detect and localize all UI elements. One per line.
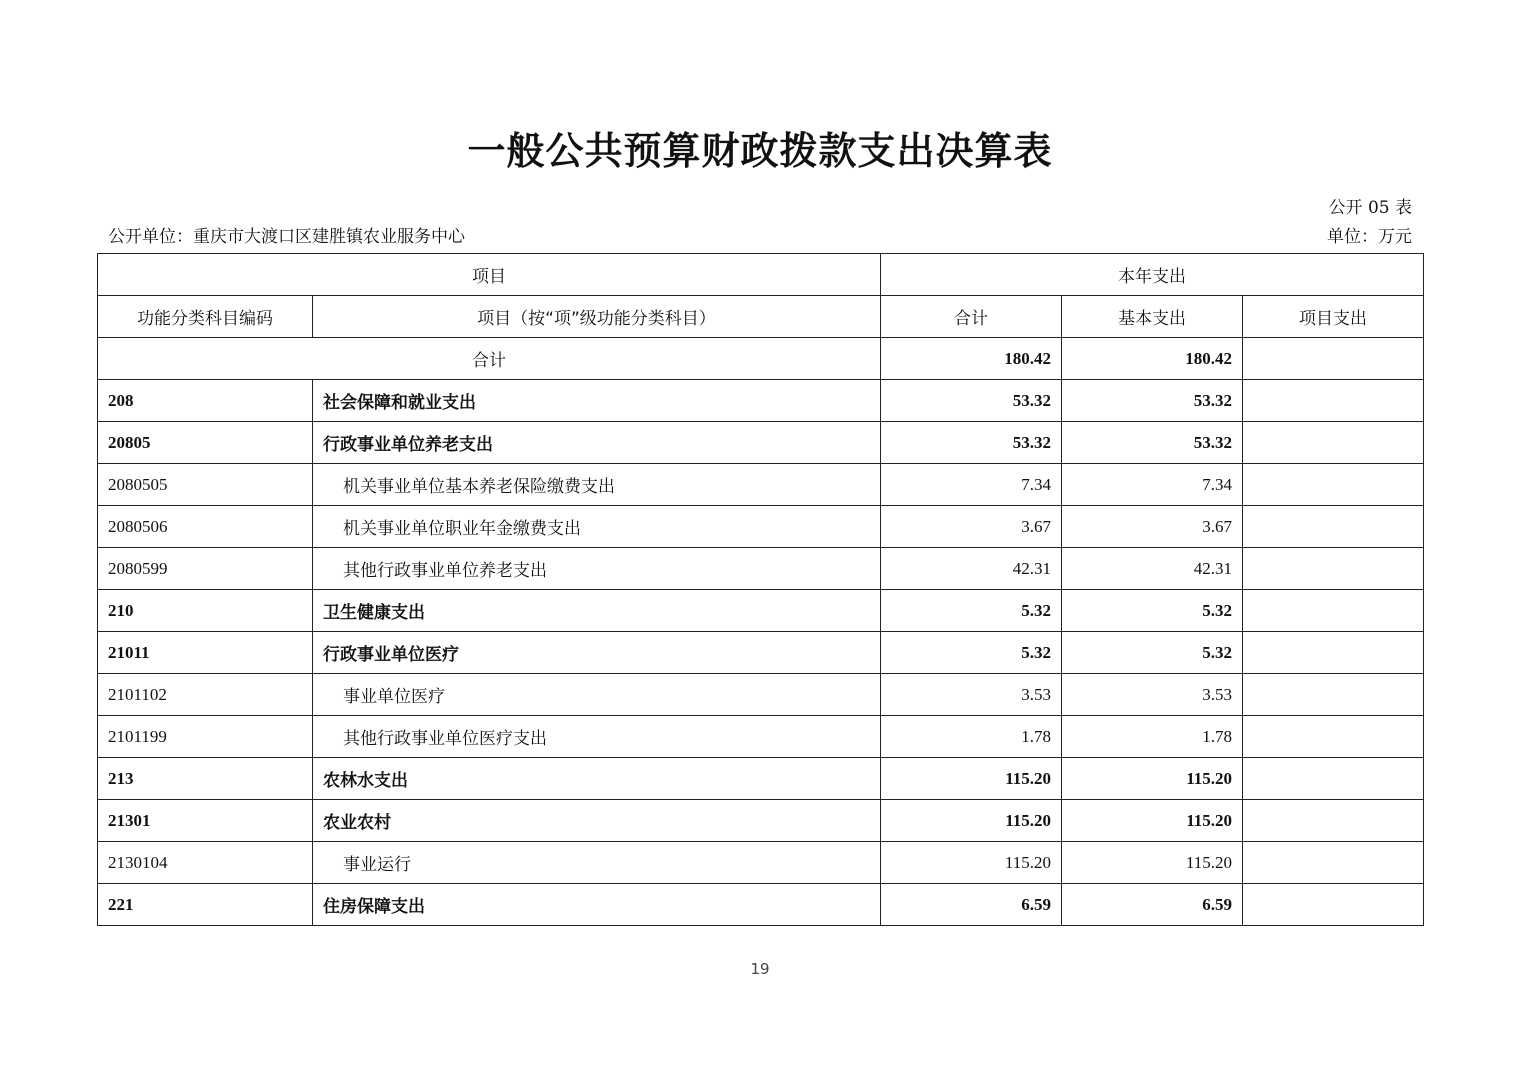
row-total: 53.32 <box>881 422 1062 464</box>
table-row <box>98 758 1424 800</box>
row-code: 20805 <box>98 422 313 464</box>
table-row <box>98 380 1424 422</box>
table-row <box>98 716 1424 758</box>
row-basic: 1.78 <box>1062 716 1243 758</box>
row-total: 3.67 <box>881 506 1062 548</box>
row-project <box>1243 506 1424 548</box>
total-total: 180.42 <box>881 338 1062 380</box>
table-tag: 公开 05 表 <box>1328 198 1412 218</box>
header-basic: 基本支出 <box>1062 296 1243 338</box>
row-total: 42.31 <box>881 548 1062 590</box>
row-project <box>1243 548 1424 590</box>
row-basic: 7.34 <box>1062 464 1243 506</box>
expenditure-table <box>97 253 1424 926</box>
row-basic: 6.59 <box>1062 884 1243 926</box>
row-name: 行政事业单位养老支出 <box>313 422 881 464</box>
row-code: 2130104 <box>98 842 313 884</box>
row-basic: 115.20 <box>1062 800 1243 842</box>
row-total: 1.78 <box>881 716 1062 758</box>
row-name: 行政事业单位医疗 <box>313 632 881 674</box>
row-basic: 5.32 <box>1062 590 1243 632</box>
row-code: 208 <box>98 380 313 422</box>
total-project <box>1243 338 1424 380</box>
row-code: 21011 <box>98 632 313 674</box>
row-total: 53.32 <box>881 380 1062 422</box>
table-row <box>98 674 1424 716</box>
row-total: 3.53 <box>881 674 1062 716</box>
row-code: 2080505 <box>98 464 313 506</box>
row-name: 事业单位医疗 <box>313 674 881 716</box>
row-total: 6.59 <box>881 884 1062 926</box>
row-code: 2080599 <box>98 548 313 590</box>
row-basic: 115.20 <box>1062 758 1243 800</box>
header-row-1 <box>98 254 1424 296</box>
row-project <box>1243 674 1424 716</box>
table-row <box>98 464 1424 506</box>
row-basic: 53.32 <box>1062 380 1243 422</box>
table-row <box>98 590 1424 632</box>
row-total: 5.32 <box>881 632 1062 674</box>
total-row <box>98 338 1424 380</box>
currency-unit: 单位：万元 <box>1327 227 1412 247</box>
row-basic: 3.53 <box>1062 674 1243 716</box>
header-item: 项目 <box>98 254 881 296</box>
row-code: 213 <box>98 758 313 800</box>
row-name: 社会保障和就业支出 <box>313 380 881 422</box>
row-project <box>1243 590 1424 632</box>
row-project <box>1243 422 1424 464</box>
row-basic: 3.67 <box>1062 506 1243 548</box>
reporting-unit: 公开单位：重庆市大渡口区建胜镇农业服务中心 <box>108 227 465 247</box>
row-name: 机关事业单位职业年金缴费支出 <box>313 506 881 548</box>
header-row-2 <box>98 296 1424 338</box>
row-name: 农林水支出 <box>313 758 881 800</box>
row-total: 115.20 <box>881 842 1062 884</box>
table-row <box>98 422 1424 464</box>
row-project <box>1243 842 1424 884</box>
table-row <box>98 548 1424 590</box>
row-code: 221 <box>98 884 313 926</box>
row-basic: 53.32 <box>1062 422 1243 464</box>
row-code: 21301 <box>98 800 313 842</box>
row-name: 其他行政事业单位医疗支出 <box>313 716 881 758</box>
row-code: 2101102 <box>98 674 313 716</box>
header-name: 项目（按“项”级功能分类科目） <box>313 296 881 338</box>
row-basic: 42.31 <box>1062 548 1243 590</box>
row-code: 210 <box>98 590 313 632</box>
row-name: 机关事业单位基本养老保险缴费支出 <box>313 464 881 506</box>
table-row <box>98 884 1424 926</box>
table-row <box>98 842 1424 884</box>
row-total: 5.32 <box>881 590 1062 632</box>
table-row <box>98 632 1424 674</box>
row-total: 7.34 <box>881 464 1062 506</box>
page-title: 一般公共预算财政拨款支出决算表 <box>467 129 1053 173</box>
row-code: 2080506 <box>98 506 313 548</box>
row-project <box>1243 800 1424 842</box>
header-code: 功能分类科目编码 <box>98 296 313 338</box>
row-total: 115.20 <box>881 758 1062 800</box>
row-project <box>1243 632 1424 674</box>
total-basic: 180.42 <box>1062 338 1243 380</box>
header-project: 项目支出 <box>1243 296 1424 338</box>
header-total: 合计 <box>881 296 1062 338</box>
row-basic: 5.32 <box>1062 632 1243 674</box>
table-row <box>98 800 1424 842</box>
row-project <box>1243 716 1424 758</box>
row-project <box>1243 464 1424 506</box>
row-name: 事业运行 <box>313 842 881 884</box>
header-current-year: 本年支出 <box>881 254 1424 296</box>
row-project <box>1243 380 1424 422</box>
row-name: 农业农村 <box>313 800 881 842</box>
row-project <box>1243 884 1424 926</box>
row-total: 115.20 <box>881 800 1062 842</box>
row-name: 卫生健康支出 <box>313 590 881 632</box>
total-label: 合计 <box>98 338 881 380</box>
row-basic: 115.20 <box>1062 842 1243 884</box>
row-name: 其他行政事业单位养老支出 <box>313 548 881 590</box>
table-row <box>98 506 1424 548</box>
row-code: 2101199 <box>98 716 313 758</box>
page-number: 19 <box>750 960 770 978</box>
row-name: 住房保障支出 <box>313 884 881 926</box>
row-project <box>1243 758 1424 800</box>
